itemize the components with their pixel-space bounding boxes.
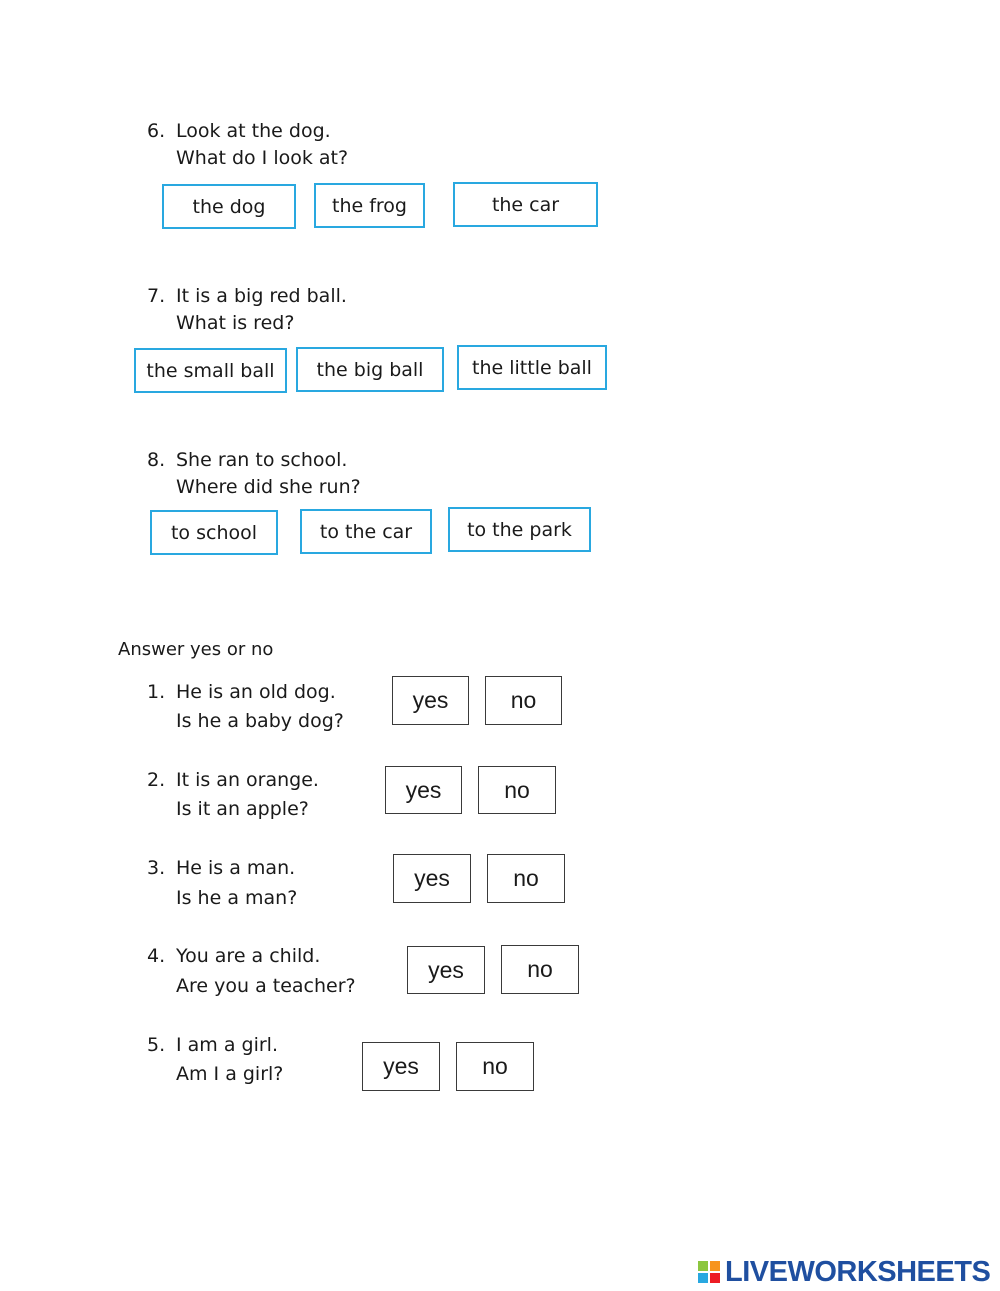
no-button[interactable]: no xyxy=(478,766,556,814)
question-text: Is he a man? xyxy=(176,887,298,909)
question-number: 7. xyxy=(147,285,166,307)
question-statement: He is an old dog. xyxy=(176,681,336,703)
choice-the-car[interactable]: the car xyxy=(453,182,598,227)
question-statement: It is a big red ball. xyxy=(176,285,347,307)
liveworksheets-logo xyxy=(698,1256,990,1289)
choice-the-dog[interactable]: the dog xyxy=(162,184,296,229)
question-text: Are you a teacher? xyxy=(176,975,356,997)
question-text: Where did she run? xyxy=(176,476,361,498)
question-number: 3. xyxy=(147,857,166,879)
brand-name: LIVEWORKSHEETS xyxy=(725,1256,991,1288)
choice-the-little-ball[interactable]: the little ball xyxy=(457,345,607,390)
yes-button[interactable]: yes xyxy=(393,854,471,903)
blocks-icon xyxy=(698,1261,722,1285)
question-text: Am I a girl? xyxy=(176,1063,284,1085)
choice-the-small-ball[interactable]: the small ball xyxy=(134,348,287,393)
no-button[interactable]: no xyxy=(487,854,565,903)
question-statement: She ran to school. xyxy=(176,449,348,471)
choice-to-the-park[interactable]: to the park xyxy=(448,507,591,552)
question-number: 8. xyxy=(147,449,166,471)
question-statement: Look at the dog. xyxy=(176,120,331,142)
section-heading: Answer yes or no xyxy=(118,639,274,660)
question-statement: I am a girl. xyxy=(176,1034,278,1056)
question-statement: He is a man. xyxy=(176,857,296,879)
question-number: 1. xyxy=(147,681,166,703)
question-statement: You are a child. xyxy=(176,945,321,967)
no-button[interactable]: no xyxy=(456,1042,534,1091)
choice-to-school[interactable]: to school xyxy=(150,510,278,555)
question-number: 2. xyxy=(147,769,166,791)
no-button[interactable]: no xyxy=(485,676,562,725)
question-text: What is red? xyxy=(176,312,295,334)
yes-button[interactable]: yes xyxy=(362,1042,440,1091)
choice-the-big-ball[interactable]: the big ball xyxy=(296,347,444,392)
no-button[interactable]: no xyxy=(501,945,579,994)
question-number: 5. xyxy=(147,1034,166,1056)
question-text: Is he a baby dog? xyxy=(176,710,344,732)
question-text: What do I look at? xyxy=(176,147,349,169)
question-number: 6. xyxy=(147,120,166,142)
choice-to-the-car[interactable]: to the car xyxy=(300,509,432,554)
yes-button[interactable]: yes xyxy=(385,766,462,814)
choice-the-frog[interactable]: the frog xyxy=(314,183,425,228)
question-text: Is it an apple? xyxy=(176,798,309,820)
question-statement: It is an orange. xyxy=(176,769,319,791)
yes-button[interactable]: yes xyxy=(392,676,469,725)
question-number: 4. xyxy=(147,945,166,967)
yes-button[interactable]: yes xyxy=(407,946,485,994)
